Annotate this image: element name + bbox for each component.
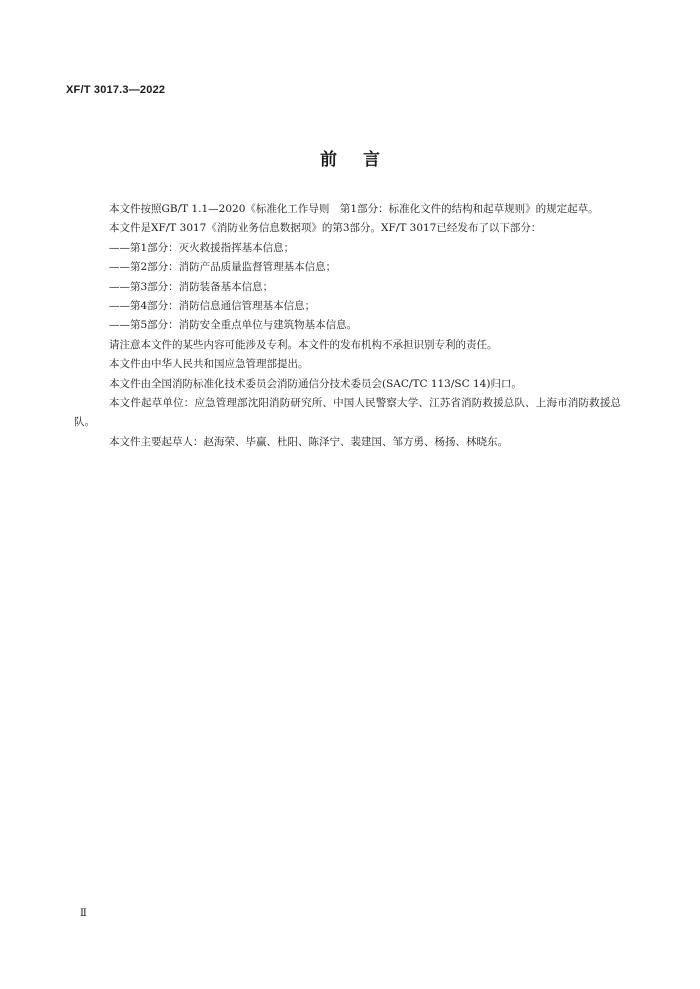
paragraph-proposer: 本文件由中华人民共和国应急管理部提出。 — [109, 358, 309, 371]
part-list-item: ——第3部分：消防装备基本信息； — [109, 280, 274, 293]
page-title: 前言 — [320, 150, 406, 170]
paragraph-drafting-rules: 本文件按照GB/T 1.1—2020《标准化工作导则 第1部分：标准化文件的结构和起草规则》的规定起草。 — [109, 203, 599, 215]
paragraph-patent-notice: 请注意本文件的某些内容可能涉及专利。本文件的发布机构不承担识别专利的责任。 — [109, 338, 498, 351]
part-list-item: ——第5部分：消防安全重点单位与建筑物基本信息。 — [109, 319, 358, 332]
paragraph-technical-committee: 本文件由全国消防标准化技术委员会消防通信分技术委员会(SAC/TC 113/SC 14)归口。 — [109, 377, 522, 390]
foreword-body — [74, 200, 621, 452]
paragraph-drafting-units: 本文件起草单位：应急管理部沈阳消防研究所、中国人民警察大学、江苏省消防救援总队、上海市消防救援总队。 — [74, 397, 621, 429]
part-list-item: ——第4部分：消防信息通信管理基本信息； — [109, 300, 316, 313]
page-number: Ⅱ — [80, 908, 87, 919]
paragraph-drafters: 本文件主要起草人：赵海荣、毕赢、杜阳、陈泽宁、裴建国、邹方勇、杨扬、林晓东。 — [109, 435, 508, 448]
paragraph-series-intro: 本文件是XF/T 3017《消防业务信息数据项》的第3部分。XF/T 3017已经发布了以下部分： — [109, 222, 542, 235]
part-list-item: ——第2部分：消防产品质量监督管理基本信息； — [109, 261, 337, 274]
standard-code: XF/T 3017.3—2022 — [66, 84, 166, 96]
part-list-item: ——第1部分：灭火救援指挥基本信息； — [109, 241, 295, 254]
